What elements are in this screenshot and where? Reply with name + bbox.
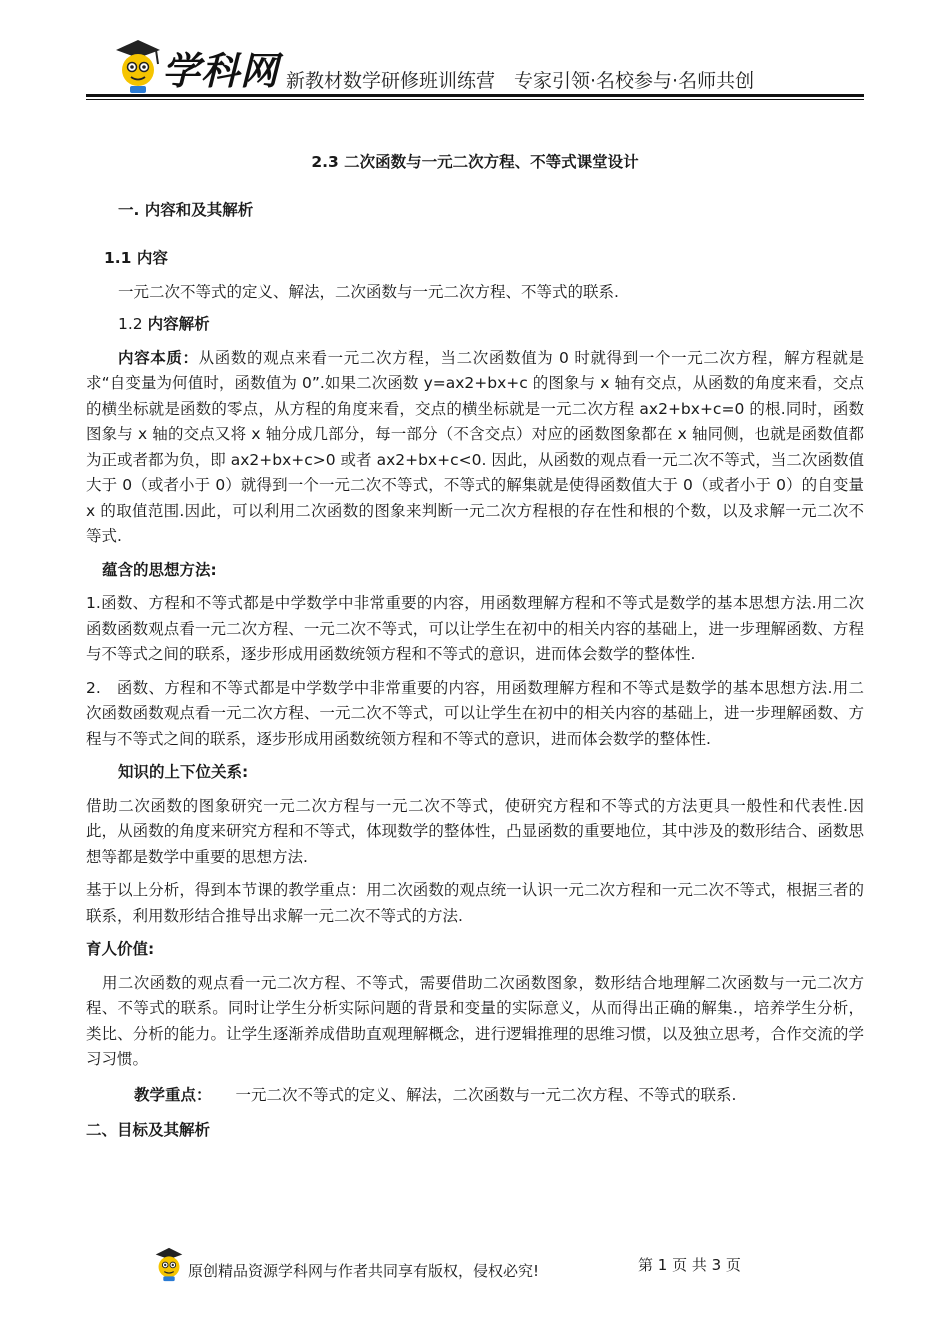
knowledge-paragraph: 借助二次函数的图象研究一元二次方程与一元二次不等式，使研究方程和不等式的方法更具一般性和代表性.因此，从函数的角度来研究方程和不等式，体现数学的整体性，凸显函数的重要地位，其中涉及的数形结合、函数思想等都是数学中重要的思想方法. (86, 796, 864, 866)
section-heading-2: 二、目标及其解析 (86, 1121, 211, 1139)
brand-name: 学科网 (162, 49, 280, 93)
essence-label: 内容本质： (118, 348, 199, 367)
essence-text: 从函数的观点来看一元二次方程，当二次函数值为 0 时就得到一个一元二次方程，解方程就是求“自变量为何值时，函数值为 0”.如果二次函数 y=ax2+bx+c 的图象与 x 轴有交点，从函数的角度来看，交点的横坐标就是函数的零点，从方程的角度来看，交点的横坐标就是一元二次方程 ax2+bx+c=0 的根.同时，函数图象与 x 轴的交点又将 x 轴分成几部分，每一部分（不含交点）对应的函数图象都在 x 轴同侧，也就是函数值都为正或者都为负，即 ax2+bx+c>0 或者 ax2+bx+c<0. 因此，从函数的观点看一元二次不等式，当二次函数值大于 0（或者小于 0）就得到一个一元二次不等式，不等式的解集就是使得函数值大于 0（或者小于 0）的自变量 x 的取值范围.因此，可以利用二次函数的图象来判断一元二次方程根的存在性和根的个数，以及求解一元二次不等式. (86, 348, 864, 545)
analysis-paragraph: 基于以上分析，得到本节课的教学重点：用二次函数的观点统一认识一元二次方程和一元二次不等式，根据三者的联系，利用数形结合推导出求解一元二次不等式的方法. (86, 881, 864, 925)
subheading-1-1: 1.1 内容 (104, 249, 168, 267)
page-footer (150, 1244, 770, 1288)
copyright-notice: 原创精品资源学科网与作者共同享有版权，侵权必究! (188, 1262, 540, 1280)
subheading-label: 内容解析 (147, 315, 210, 333)
document-body (86, 150, 864, 1144)
page-number: 第 1 页 共 3 页 (638, 1256, 741, 1274)
teaching-focus (134, 1083, 864, 1109)
method-paragraph-1: 1.函数、方程和不等式都是中学数学中非常重要的内容，用函数理解方程和不等式是数学的基本思想方法.用二次函数函数观点看一元二次方程、一元二次不等式，可以让学生在初中的相关内容的基础上，进一步理解函数、方程与不等式之间的联系，逐步形成用函数统领方程和不等式的意识，进而体会数学的整体性. (86, 594, 864, 663)
mascot-logo-icon (108, 36, 168, 96)
subheading-1-2 (118, 312, 864, 338)
value-paragraph: 用二次函数的观点看一元二次方程、不等式，需要借助二次函数图象，数形结合地理解二次函数与一元二次方程、不等式的联系。同时让学生分析实际问题的背景和变量的实际意义，从而得出正确的解集.，培养学生分析，类比、分析的能力。让学生逐渐养成借助直观理解概念，进行逻辑推理的思维习惯，以及独立思考，合作交流的学习习惯。 (86, 973, 864, 1068)
section-heading-1: 一. 内容和及其解析 (118, 200, 254, 219)
essence-paragraph (86, 346, 864, 550)
focus-text: 一元二次不等式的定义、解法，二次函数与一元二次方程、不等式的联系. (235, 1085, 737, 1104)
document-title: 2.3 二次函数与一元二次方程、不等式课堂设计 (311, 153, 639, 171)
subheading-number: 1.2 (118, 315, 143, 333)
header-rule-thick (86, 94, 864, 97)
header-slogan: 新教材数学研修班训练营 专家引领·名校参与·名师共创 (286, 70, 755, 92)
mascot-small-icon (150, 1244, 188, 1284)
focus-label: 教学重点： (134, 1085, 212, 1104)
header-rule-thin (86, 99, 864, 100)
method-heading: 蕴含的思想方法: (102, 560, 217, 579)
knowledge-heading: 知识的上下位关系: (118, 763, 249, 781)
value-heading: 育人价值: (86, 940, 155, 958)
content-paragraph: 一元二次不等式的定义、解法，二次函数与一元二次方程、不等式的联系. (118, 282, 619, 301)
page-header (86, 30, 866, 100)
method-paragraph-2: 2. 函数、方程和不等式都是中学数学中非常重要的内容，用函数理解方程和不等式是数学的基本思想方法.用二次函数函数观点看一元二次方程、一元二次不等式，可以让学生在初中的相关内容的基础上，进一步理解函数、方程与不等式之间的联系，逐步形成用函数统领方程和不等式的意识，进而体会数学的整体性. (86, 678, 864, 748)
